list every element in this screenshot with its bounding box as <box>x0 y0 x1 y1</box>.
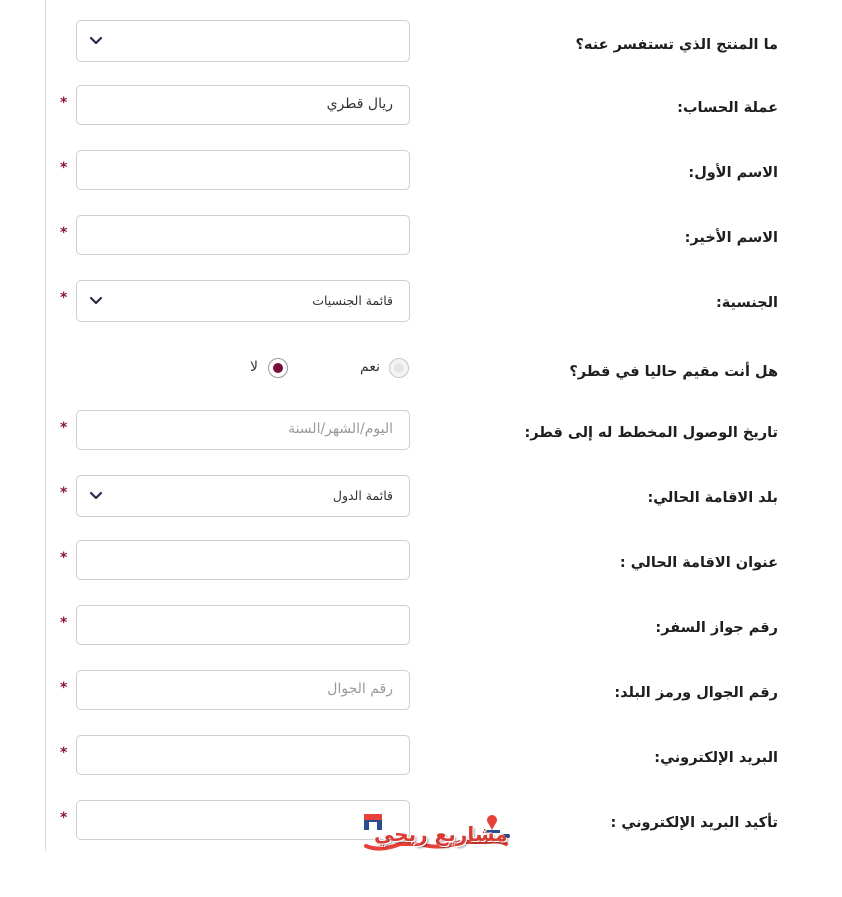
required-mark: * <box>60 680 68 696</box>
first-name-label: الاسم الأول: <box>688 165 778 181</box>
row-last-name <box>0 215 842 257</box>
required-mark: * <box>60 290 68 306</box>
nationality-value: قائمة الجنسيات <box>312 293 393 308</box>
residence-country-value: قائمة الدول <box>332 488 393 503</box>
row-passport <box>0 605 842 647</box>
first-name-input[interactable] <box>76 150 410 190</box>
email-label: البريد الإلكتروني: <box>654 750 778 766</box>
row-currency <box>0 85 842 127</box>
row-residence-address <box>0 540 842 582</box>
resident-yes-label: نعم <box>360 359 380 375</box>
currency-value: ريال قطري <box>326 96 393 112</box>
required-mark: * <box>60 550 68 566</box>
currency-field[interactable] <box>76 85 410 125</box>
resident-yes-option[interactable] <box>355 358 413 382</box>
row-mobile <box>0 670 842 712</box>
watermark-text: مشاريع ربحي <box>374 822 508 846</box>
required-mark: * <box>60 95 68 111</box>
residence-address-input[interactable] <box>76 540 410 580</box>
resident-no-option[interactable] <box>248 358 290 382</box>
passport-label: رقم جواز السفر: <box>655 620 778 636</box>
required-mark: * <box>60 420 68 436</box>
nationality-select[interactable] <box>76 280 410 322</box>
currency-label: عملة الحساب: <box>677 100 778 116</box>
passport-input[interactable] <box>76 605 410 645</box>
required-mark: * <box>60 615 68 631</box>
resident-label: هل أنت مقيم حاليا في قطر؟ <box>569 364 778 380</box>
resident-yes-radio[interactable] <box>389 358 409 378</box>
email-input[interactable] <box>76 735 410 775</box>
mobile-label: رقم الجوال ورمز البلد: <box>614 685 778 701</box>
mobile-placeholder: رقم الجوال <box>327 681 393 697</box>
arrival-date-label: تاريخ الوصول المخطط له إلى قطر: <box>524 425 778 441</box>
row-resident <box>0 350 842 392</box>
last-name-input[interactable] <box>76 215 410 255</box>
mobile-input[interactable] <box>76 670 410 710</box>
email-confirm-label: تأكيد البريد الإلكتروني : <box>610 815 778 831</box>
required-mark: * <box>60 225 68 241</box>
row-arrival-date <box>0 410 842 452</box>
row-email <box>0 735 842 777</box>
arrival-date-input[interactable] <box>76 410 410 450</box>
row-product <box>0 20 842 62</box>
resident-no-label: لا <box>250 359 258 375</box>
product-label: ما المنتج الذي تستفسر عنه؟ <box>575 37 778 53</box>
residence-country-label: بلد الاقامة الحالي: <box>647 490 778 506</box>
resident-no-radio[interactable] <box>268 358 288 378</box>
row-residence-country <box>0 475 842 517</box>
last-name-label: الاسم الأخير: <box>684 230 778 246</box>
residence-address-label: عنوان الاقامة الحالي : <box>619 555 778 571</box>
product-select[interactable] <box>76 20 410 62</box>
required-mark: * <box>60 810 68 826</box>
row-nationality <box>0 280 842 322</box>
required-mark: * <box>60 160 68 176</box>
chevron-down-icon <box>89 491 103 501</box>
nationality-label: الجنسية: <box>715 295 778 311</box>
residence-country-select[interactable] <box>76 475 410 517</box>
chevron-down-icon <box>89 36 103 46</box>
required-mark: * <box>60 745 68 761</box>
arrival-date-placeholder: اليوم/الشهر/السنة <box>288 421 393 437</box>
row-first-name <box>0 150 842 192</box>
required-mark: * <box>60 485 68 501</box>
chevron-down-icon <box>89 296 103 306</box>
watermark-logo <box>360 812 515 856</box>
